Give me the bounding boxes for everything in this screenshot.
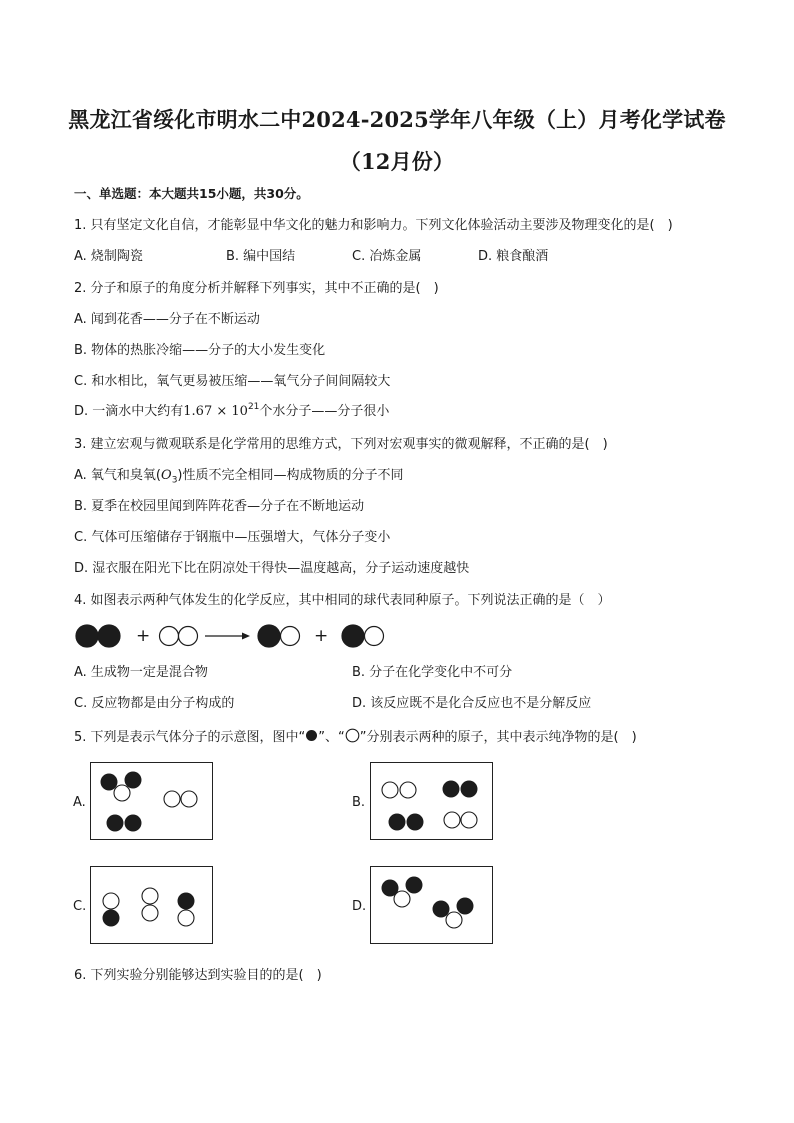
q4-option-a: A. 生成物一定是混合物 bbox=[74, 665, 208, 680]
q3-option-a-suffix: )性质不完全相同—构成物质的分子不同 bbox=[177, 468, 404, 483]
q5-option-b-label: B. bbox=[352, 795, 366, 810]
q4-stem: 4. 如图表示两种气体发生的化学反应，其中相同的球代表同种原子。下列说法正确的是（ ） bbox=[74, 593, 611, 608]
reactant-dark-atom bbox=[98, 625, 120, 647]
q3-option-a-formula: O bbox=[161, 468, 172, 483]
q2-option-d bbox=[74, 401, 390, 420]
q1-stem: 1. 只有坚定文化自信，才能彰显中华文化的魅力和影响力。下列文化体验活动主要涉及物理变化的是( ) bbox=[74, 218, 673, 233]
q5-option-a-label: A. bbox=[73, 795, 86, 810]
reactant-dark-atom bbox=[76, 625, 98, 647]
q2-option-d-number: 1.67 × 10 bbox=[183, 404, 248, 419]
dark-atom-legend-icon bbox=[305, 729, 318, 742]
q1-option-d: D. 粮食酿酒 bbox=[478, 249, 549, 264]
q3-stem: 3. 建立宏观与微观联系是化学常用的思维方式，下列对宏观事实的微观解释，不正确的是( ) bbox=[74, 437, 608, 452]
plus-sign: + bbox=[136, 626, 151, 646]
plus-sign: + bbox=[314, 626, 329, 646]
q1-option-a: A. 烧制陶瓷 bbox=[74, 249, 143, 264]
q5-option-c-diagram bbox=[90, 866, 213, 944]
q5-stem-prefix: 5. 下列是表示气体分子的示意图，图中“ bbox=[74, 730, 306, 745]
q2-option-d-exponent: 21 bbox=[247, 401, 260, 412]
q2-stem: 2. 分子和原子的角度分析并解释下列事实，其中不正确的是( ) bbox=[74, 281, 439, 296]
section-heading: 一、单选题：本大题共15小题，共30分。 bbox=[74, 186, 309, 201]
product-dark-atom bbox=[342, 625, 364, 647]
q2-option-d-prefix: D. 一滴水中大约有 bbox=[74, 404, 184, 419]
q3-option-b: B. 夏季在校园里闻到阵阵花香—分子在不断地运动 bbox=[74, 499, 365, 514]
q3-option-a bbox=[74, 468, 404, 484]
q3-option-d: D. 湿衣服在阳光下比在阴凉处干得快—温度越高，分子运动速度越快 bbox=[74, 561, 470, 576]
light-atom-legend-icon bbox=[345, 728, 360, 743]
reactant-light-atom bbox=[179, 627, 198, 646]
product-light-atom bbox=[281, 627, 300, 646]
q6-stem: 6. 下列实验分别能够达到实验目的的是( ) bbox=[74, 968, 322, 983]
reactant-light-atom bbox=[160, 627, 179, 646]
reaction-arrow-head bbox=[242, 633, 250, 640]
exam-subtitle: （12月份） bbox=[339, 149, 455, 174]
q1-option-c: C. 冶炼金属 bbox=[352, 249, 422, 264]
q3-option-a-prefix: A. 氧气和臭氧( bbox=[74, 468, 162, 483]
q5-stem-suffix: ”分别表示两种的原子，其中表示纯净物的是( ) bbox=[359, 730, 637, 745]
q2-option-d-suffix: 个水分子——分子很小 bbox=[259, 404, 390, 419]
q2-option-c: C. 和水相比，氧气更易被压缩——氧气分子间间隔较大 bbox=[74, 374, 391, 389]
q5-option-c-label: C. bbox=[73, 899, 87, 914]
q4-option-b: B. 分子在化学变化中不可分 bbox=[352, 665, 513, 680]
q5-stem bbox=[74, 728, 637, 746]
q5-stem-middle: ”、“ bbox=[318, 730, 345, 745]
q4-option-c: C. 反应物都是由分子构成的 bbox=[74, 696, 235, 711]
q3-option-a-subscript: 3 bbox=[171, 475, 178, 486]
q5-option-d-diagram bbox=[370, 866, 493, 944]
product-light-atom bbox=[365, 627, 384, 646]
q3-option-c: C. 气体可压缩储存于钢瓶中—压强增大，气体分子变小 bbox=[74, 530, 391, 545]
q4-option-d: D. 该反应既不是化合反应也不是分解反应 bbox=[352, 696, 592, 711]
q5-option-a-diagram bbox=[90, 762, 213, 840]
reaction-diagram bbox=[74, 620, 404, 652]
q2-option-b: B. 物体的热胀冷缩——分子的大小发生变化 bbox=[74, 343, 326, 358]
exam-title: 黑龙江省绥化市明水二中2024-2025学年八年级（上）月考化学试卷 bbox=[68, 107, 726, 132]
q2-option-a: A. 闻到花香——分子在不断运动 bbox=[74, 312, 260, 327]
q5-option-b-diagram bbox=[370, 762, 493, 840]
q1-option-b: B. 编中国结 bbox=[226, 249, 296, 264]
product-dark-atom bbox=[258, 625, 280, 647]
q5-option-d-label: D. bbox=[352, 899, 367, 914]
